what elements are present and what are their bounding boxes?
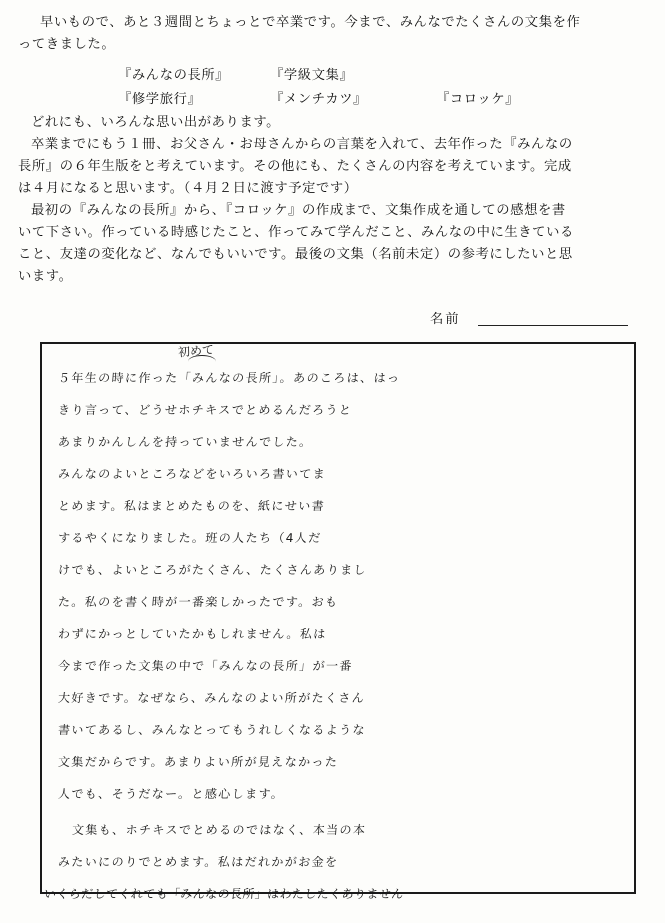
instructions (18, 112, 648, 288)
handwritten-line: とめます。私はまとめたものを、紙にせい書 (57, 499, 326, 513)
name-underline (478, 325, 628, 326)
plan-line: 卒業までにもう１冊、お父さん・お母さんからの言葉を入れて、去年作った『みんなの (31, 137, 573, 152)
handwritten-line: た。私のを書く時が一番楽しかったです。おも (57, 595, 339, 609)
collection-title: 『メンチカツ』 (270, 92, 368, 107)
collection-title: 『学級文集』 (270, 68, 354, 83)
request-line: いて下さい。作っている時感じたこと、作ってみて学んだこと、みんなの中に生きている (18, 225, 574, 240)
request-line: います。 (18, 269, 73, 284)
handwritten-line: みんなのよいところなどをいろいろ書いてま (57, 467, 327, 481)
handwritten-line: わずにかっとしていたかもしれません。私は (57, 627, 328, 641)
handwritten-line: 人でも、そうだなー。と感心します。 (57, 787, 285, 801)
collection-title: 『修学旅行』 (118, 92, 202, 107)
handwritten-line: 書いてあるし、みんなとってもうれしくなるような (57, 723, 367, 737)
handwritten-line: 今まで作った文集の中で「みんなの長所」が一番 (57, 659, 354, 673)
handwritten-line: するやくになりました。班の人たち（4人だ (57, 531, 323, 545)
name-label: 名前 (430, 312, 461, 327)
handwritten-line: あまりかんしんを持っていませんでした。 (57, 435, 314, 449)
request-line: 最初の『みんなの長所』から、『コロッケ』の作成まで、文集作成を通しての感想を書 (31, 203, 566, 218)
handwritten-line: みたいにのりでとめます。私はだれかがお金を (57, 855, 339, 869)
collection-title: 『みんなの長所』 (118, 68, 230, 83)
intro-line: 早いもので、あと３週間とちょっとで卒業です。今まで、みんなでたくさんの文集を作 (40, 15, 581, 30)
name-field[interactable] (430, 308, 630, 330)
handwritten-line: けでも、よいところがたくさん、たくさんありまし (57, 563, 368, 577)
request-line: こと、友達の変化など、なんでもいいです。最後の文集（名前未定）の参考にしたいと思 (18, 247, 573, 262)
handwritten-line: 文集も、ホチキスでとめるのではなく、本当の本 (71, 823, 367, 837)
memories-line: どれにも、いろんな思い出があります。 (31, 115, 281, 130)
collection-titles (0, 0, 665, 107)
handwritten-line: ５年生の時に作った「みんなの長所」。あのころは、はっ (57, 371, 401, 385)
handwritten-line: きり言って、どうせホチキスでとめるんだろうと (57, 403, 353, 417)
intro-line: ってきました。 (18, 37, 116, 52)
handwritten-line: 大好きです。なぜなら、みんなのよい所がたくさん (57, 691, 366, 705)
handwritten-line: 文集だからです。あまりよい所が見えなかった (57, 755, 339, 769)
plan-line: 長所』の６年生版をと考えています。その他にも、たくさんの内容を考えています。完成 (18, 159, 572, 174)
collection-title: 『コロッケ』 (436, 92, 520, 107)
handwritten-line: いくらだしてくれても「みんなの長所」はわたしたくありません (43, 887, 405, 901)
insertion-note: 初めて (177, 342, 215, 360)
plan-line: は４月になると思います。（４月２日に渡す予定です） (18, 181, 358, 196)
